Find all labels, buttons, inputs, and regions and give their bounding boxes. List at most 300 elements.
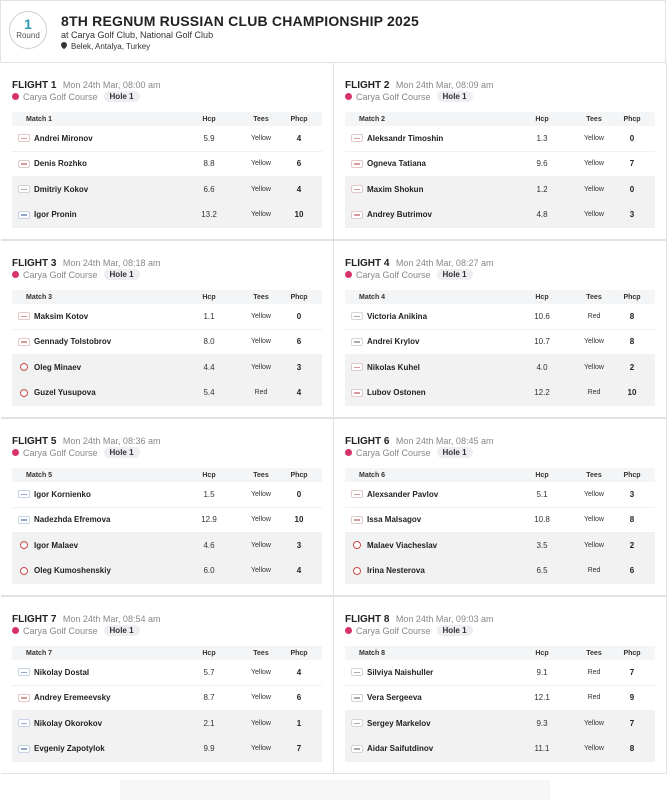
player-phcp: 4 [296, 133, 302, 143]
course-name[interactable]: Carya Golf Course [23, 269, 98, 280]
player-hcp: 10.6 [534, 311, 550, 321]
player-row[interactable] [345, 559, 655, 585]
column-hcp: Hcp [202, 471, 216, 479]
flight-title: FLIGHT 2 [345, 80, 390, 91]
player-tees: Yellow [584, 516, 604, 524]
player-name[interactable]: Issa Malsagov [367, 515, 422, 525]
club-logo-icon [351, 160, 363, 168]
player-hcp: 12.9 [201, 515, 217, 525]
player-row[interactable] [345, 660, 655, 686]
player-row[interactable] [12, 711, 322, 737]
flight-title: FLIGHT 8 [345, 614, 390, 625]
player-phcp: 7 [296, 744, 302, 754]
course-name[interactable]: Carya Golf Course [23, 447, 98, 458]
club-logo-icon [18, 719, 30, 727]
player-hcp: 13.2 [201, 210, 217, 220]
player-row[interactable] [345, 177, 655, 203]
player-tees: Yellow [251, 338, 271, 346]
player-hcp: 1.5 [203, 489, 215, 499]
club-logo-icon [351, 668, 363, 676]
player-name[interactable]: Maksim Kotov [34, 311, 89, 321]
player-hcp: 12.1 [534, 693, 550, 703]
course-row [12, 269, 140, 280]
hole-badge: Hole 1 [104, 91, 140, 102]
club-logo-icon [18, 338, 30, 346]
match-label: Match 4 [359, 293, 386, 301]
match-table [12, 468, 322, 584]
player-phcp: 0 [296, 311, 302, 321]
player-hcp: 4.4 [203, 362, 215, 372]
player-phcp: 3 [296, 362, 302, 372]
player-row[interactable] [12, 203, 322, 229]
player-row[interactable] [12, 686, 322, 712]
player-name[interactable]: Igor Malaev [34, 540, 79, 550]
match-table [345, 112, 655, 228]
player-tees: Yellow [251, 185, 271, 193]
player-name[interactable]: Andrei Krylov [367, 337, 420, 347]
player-tees: Yellow [584, 490, 604, 498]
player-phcp: 0 [629, 133, 635, 143]
player-phcp: 0 [629, 184, 635, 194]
player-row[interactable] [345, 686, 655, 712]
player-name[interactable]: Denis Rozhko [34, 159, 87, 169]
player-name[interactable]: Oleg Kumoshenskiy [34, 566, 111, 576]
player-hcp: 3.5 [536, 540, 548, 550]
player-hcp: 12.2 [534, 388, 550, 398]
flight-time: Mon 24th Mar, 09:03 am [395, 614, 494, 624]
club-logo-icon [351, 312, 363, 320]
player-row[interactable] [12, 559, 322, 585]
event-location [61, 42, 150, 51]
player-tees: Red [587, 389, 601, 397]
match-label: Match 7 [26, 649, 53, 657]
player-tees: Yellow [251, 516, 271, 524]
match-table [345, 290, 655, 406]
player-hcp: 1.2 [536, 184, 548, 194]
club-logo-icon [20, 389, 28, 397]
player-tees: Yellow [251, 668, 271, 676]
club-logo-icon [18, 312, 30, 320]
flight-card [334, 240, 667, 418]
player-name[interactable]: Irina Nesterova [367, 566, 425, 576]
player-row[interactable] [345, 711, 655, 737]
match-label: Match 2 [359, 115, 386, 123]
match-table [345, 468, 655, 584]
event-venue: at Carya Golf Club, National Golf Club [61, 30, 214, 40]
player-hcp: 9.9 [203, 744, 215, 754]
club-logo-icon [353, 567, 361, 575]
player-row[interactable] [12, 355, 322, 381]
player-row[interactable] [345, 330, 655, 356]
flight-time: Mon 24th Mar, 08:45 am [395, 436, 494, 446]
player-tees: Yellow [251, 211, 271, 219]
flight-title: FLIGHT 4 [345, 258, 390, 269]
event-location-text: Belek, Antalya, Turkey [71, 42, 151, 51]
player-phcp: 6 [296, 337, 302, 347]
player-hcp: 4.6 [203, 540, 215, 550]
course-dot-icon [345, 627, 352, 634]
column-hcp: Hcp [535, 649, 549, 657]
column-phcp: Phcp [290, 115, 308, 123]
player-phcp: 10 [627, 388, 637, 398]
column-hcp: Hcp [202, 115, 216, 123]
player-row[interactable] [345, 304, 655, 330]
player-name[interactable]: Vera Sergeeva [367, 693, 422, 703]
player-tees: Yellow [251, 745, 271, 753]
round-label: Round [16, 31, 40, 40]
club-logo-icon [351, 490, 363, 498]
course-name[interactable]: Carya Golf Course [23, 91, 98, 102]
club-logo-icon [351, 745, 363, 753]
course-name[interactable]: Carya Golf Course [356, 447, 431, 458]
club-logo-icon [351, 389, 363, 397]
player-hcp: 6.6 [203, 184, 215, 194]
player-name[interactable]: Gennady Tolstobrov [34, 337, 112, 347]
player-tees: Yellow [584, 211, 604, 219]
player-name[interactable]: Lubov Ostonen [367, 388, 426, 398]
player-name[interactable]: Ogneva Tatiana [367, 159, 426, 169]
player-phcp: 7 [629, 718, 635, 728]
course-dot-icon [12, 271, 19, 278]
player-row[interactable] [345, 152, 655, 178]
column-tees: Tees [253, 649, 269, 657]
player-phcp: 3 [629, 210, 635, 220]
player-row[interactable] [12, 660, 322, 686]
player-phcp: 4 [296, 667, 302, 677]
player-tees: Yellow [584, 745, 604, 753]
player-phcp: 1 [296, 718, 302, 728]
flight-title: FLIGHT 3 [12, 258, 57, 269]
player-name[interactable]: Andrey Butrimov [367, 210, 432, 220]
course-row [12, 91, 140, 102]
event-header [0, 0, 666, 62]
player-row[interactable] [345, 126, 655, 152]
player-tees: Yellow [584, 134, 604, 142]
column-tees: Tees [253, 471, 269, 479]
event-title: 8TH REGNUM RUSSIAN CLUB CHAMPIONSHIP 2025 [61, 13, 419, 29]
player-hcp: 10.8 [534, 515, 550, 525]
flight-time: Mon 24th Mar, 08:54 am [62, 614, 161, 624]
player-tees: Yellow [251, 134, 271, 142]
course-row [345, 269, 473, 280]
flight-card [1, 418, 334, 596]
player-row[interactable] [345, 533, 655, 559]
player-hcp: 1.3 [536, 133, 548, 143]
player-tees: Yellow [584, 541, 604, 549]
club-logo-icon [20, 363, 28, 371]
player-row[interactable] [345, 381, 655, 407]
club-logo-icon [351, 211, 363, 219]
course-name[interactable]: Carya Golf Course [356, 625, 431, 636]
player-hcp: 9.1 [536, 667, 548, 677]
column-phcp: Phcp [290, 471, 308, 479]
round-indicator[interactable] [9, 11, 47, 49]
club-logo-icon [18, 211, 30, 219]
player-name[interactable]: Igor Pronin [34, 210, 77, 220]
table-header [345, 112, 655, 126]
player-phcp: 2 [629, 362, 635, 372]
player-row[interactable] [12, 482, 322, 508]
club-logo-icon [18, 134, 30, 142]
player-row[interactable] [345, 508, 655, 534]
player-hcp: 8.8 [203, 159, 215, 169]
club-logo-icon [353, 541, 361, 549]
table-header [345, 646, 655, 660]
course-dot-icon [12, 627, 19, 634]
player-tees: Yellow [251, 567, 271, 575]
player-tees: Yellow [584, 160, 604, 168]
flight-card [334, 418, 667, 596]
player-row[interactable] [345, 482, 655, 508]
player-row[interactable] [12, 177, 322, 203]
player-row[interactable] [12, 533, 322, 559]
flight-title: FLIGHT 5 [12, 436, 57, 447]
table-header [12, 290, 322, 304]
match-table [12, 646, 322, 762]
player-row[interactable] [12, 126, 322, 152]
column-hcp: Hcp [202, 293, 216, 301]
table-header [345, 468, 655, 482]
player-phcp: 4 [296, 184, 302, 194]
course-row [345, 625, 473, 636]
player-phcp: 8 [629, 311, 635, 321]
flight-title: FLIGHT 1 [12, 80, 57, 91]
column-phcp: Phcp [623, 115, 641, 123]
player-tees: Yellow [251, 694, 271, 702]
player-name[interactable]: Sergey Markelov [367, 718, 431, 728]
player-hcp: 8.0 [203, 337, 215, 347]
player-name[interactable]: Victoria Anikina [367, 311, 428, 321]
player-row[interactable] [12, 304, 322, 330]
player-row[interactable] [12, 508, 322, 534]
player-tees: Yellow [251, 719, 271, 727]
player-hcp: 9.3 [536, 718, 548, 728]
column-tees: Tees [586, 649, 602, 657]
player-hcp: 8.7 [203, 693, 215, 703]
player-phcp: 10 [294, 210, 304, 220]
player-row[interactable] [12, 381, 322, 407]
flight-card [1, 240, 334, 418]
player-tees: Red [587, 567, 601, 575]
player-name[interactable]: Dmitriy Kokov [34, 184, 89, 194]
column-tees: Tees [253, 293, 269, 301]
table-header [12, 112, 322, 126]
hole-badge: Hole 1 [104, 447, 140, 458]
hole-badge: Hole 1 [437, 269, 473, 280]
player-tees: Red [254, 389, 268, 397]
match-label: Match 1 [26, 115, 53, 123]
player-hcp: 5.7 [203, 667, 215, 677]
player-tees: Yellow [251, 490, 271, 498]
match-label: Match 8 [359, 649, 386, 657]
club-logo-icon [351, 185, 363, 193]
club-logo-icon [18, 745, 30, 753]
player-name[interactable]: Evgeniy Zapotylok [34, 744, 105, 754]
flight-card [334, 596, 667, 774]
club-logo-icon [18, 185, 30, 193]
player-phcp: 2 [629, 540, 635, 550]
player-tees: Yellow [251, 160, 271, 168]
player-phcp: 7 [629, 159, 635, 169]
player-hcp: 9.6 [536, 159, 548, 169]
flight-card [334, 62, 667, 240]
flight-card [1, 62, 334, 240]
course-row [12, 625, 140, 636]
course-row [345, 91, 473, 102]
player-name[interactable]: Silviya Naishuller [367, 667, 434, 677]
player-hcp: 6.5 [536, 566, 548, 576]
player-tees: Yellow [251, 312, 271, 320]
player-row[interactable] [345, 355, 655, 381]
column-tees: Tees [253, 115, 269, 123]
player-hcp: 11.1 [534, 744, 550, 754]
player-name[interactable]: Nikolas Kuhel [367, 362, 420, 372]
club-logo-icon [351, 134, 363, 142]
course-row [12, 447, 140, 458]
player-tees: Yellow [251, 541, 271, 549]
player-phcp: 6 [296, 693, 302, 703]
player-name[interactable]: Oleg Minaev [34, 362, 82, 372]
player-name[interactable]: Maxim Shokun [367, 184, 424, 194]
player-name[interactable]: Alexsander Pavlov [367, 489, 439, 499]
player-name[interactable]: Andrei Mironov [34, 133, 93, 143]
flight-time: Mon 24th Mar, 08:00 am [62, 80, 161, 90]
player-row[interactable] [12, 737, 322, 763]
player-hcp: 4.8 [536, 210, 548, 220]
player-name[interactable]: Malaev Viacheslav [367, 540, 438, 550]
column-tees: Tees [586, 115, 602, 123]
footer-strip [120, 780, 550, 800]
player-phcp: 6 [296, 159, 302, 169]
player-phcp: 4 [296, 388, 302, 398]
column-hcp: Hcp [535, 293, 549, 301]
flight-time: Mon 24th Mar, 08:36 am [62, 436, 161, 446]
match-label: Match 6 [359, 471, 386, 479]
round-number: 1 [24, 16, 32, 32]
flight-card [1, 596, 334, 774]
club-logo-icon [351, 338, 363, 346]
course-dot-icon [345, 93, 352, 100]
player-hcp: 1.1 [203, 311, 215, 321]
player-phcp: 10 [294, 515, 304, 525]
map-pin-icon [61, 42, 67, 50]
club-logo-icon [20, 567, 28, 575]
player-tees: Yellow [584, 338, 604, 346]
hole-badge: Hole 1 [104, 625, 140, 636]
player-tees: Red [587, 312, 601, 320]
player-row[interactable] [345, 203, 655, 229]
match-table [345, 646, 655, 762]
course-name[interactable]: Carya Golf Course [356, 91, 431, 102]
hole-badge: Hole 1 [437, 447, 473, 458]
club-logo-icon [351, 516, 363, 524]
course-dot-icon [345, 271, 352, 278]
club-logo-icon [18, 694, 30, 702]
table-header [12, 468, 322, 482]
hole-badge: Hole 1 [437, 91, 473, 102]
course-dot-icon [12, 93, 19, 100]
player-name[interactable]: Guzel Yusupova [34, 388, 96, 398]
hole-badge: Hole 1 [437, 625, 473, 636]
hole-badge: Hole 1 [104, 269, 140, 280]
club-logo-icon [18, 490, 30, 498]
flight-time: Mon 24th Mar, 08:18 am [62, 258, 161, 268]
match-label: Match 3 [26, 293, 53, 301]
column-phcp: Phcp [623, 649, 641, 657]
club-logo-icon [18, 516, 30, 524]
player-phcp: 9 [629, 693, 635, 703]
match-table [12, 112, 322, 228]
player-phcp: 7 [629, 667, 635, 677]
player-name[interactable]: Nikolay Okorokov [34, 718, 103, 728]
match-table [12, 290, 322, 406]
player-tees: Red [587, 694, 601, 702]
course-dot-icon [345, 449, 352, 456]
player-phcp: 0 [296, 489, 302, 499]
column-phcp: Phcp [623, 293, 641, 301]
club-logo-icon [351, 363, 363, 371]
course-row [345, 447, 473, 458]
match-label: Match 5 [26, 471, 53, 479]
player-name[interactable]: Nadezhda Efremova [34, 515, 111, 525]
player-tees: Yellow [251, 363, 271, 371]
player-hcp: 2.1 [203, 718, 215, 728]
column-hcp: Hcp [535, 471, 549, 479]
column-tees: Tees [586, 293, 602, 301]
club-logo-icon [18, 668, 30, 676]
player-name[interactable]: Aleksandr Timoshin [367, 133, 444, 143]
flight-title: FLIGHT 6 [345, 436, 390, 447]
column-phcp: Phcp [623, 471, 641, 479]
player-tees: Yellow [584, 363, 604, 371]
player-tees: Yellow [584, 719, 604, 727]
player-phcp: 4 [296, 566, 302, 576]
flight-time: Mon 24th Mar, 08:27 am [395, 258, 494, 268]
player-name[interactable]: Andrey Eremeevsky [34, 693, 111, 703]
table-header [12, 646, 322, 660]
player-row[interactable] [12, 152, 322, 178]
player-row[interactable] [345, 737, 655, 763]
course-name[interactable]: Carya Golf Course [23, 625, 98, 636]
club-logo-icon [20, 541, 28, 549]
player-phcp: 3 [629, 489, 635, 499]
player-hcp: 10.7 [534, 337, 550, 347]
player-hcp: 5.4 [203, 388, 215, 398]
player-tees: Red [587, 668, 601, 676]
table-header [345, 290, 655, 304]
flight-title: FLIGHT 7 [12, 614, 57, 625]
player-phcp: 3 [296, 540, 302, 550]
column-tees: Tees [586, 471, 602, 479]
player-tees: Yellow [584, 185, 604, 193]
column-hcp: Hcp [202, 649, 216, 657]
player-name[interactable]: Nikolay Dostal [34, 667, 90, 677]
course-name[interactable]: Carya Golf Course [356, 269, 431, 280]
player-name[interactable]: Igor Kornienko [34, 489, 91, 499]
player-phcp: 8 [629, 337, 635, 347]
column-phcp: Phcp [290, 293, 308, 301]
player-hcp: 4.0 [536, 362, 548, 372]
club-logo-icon [351, 719, 363, 727]
player-phcp: 8 [629, 515, 635, 525]
player-phcp: 8 [629, 744, 635, 754]
course-dot-icon [12, 449, 19, 456]
player-row[interactable] [12, 330, 322, 356]
column-phcp: Phcp [290, 649, 308, 657]
player-name[interactable]: Aidar Saifutdinov [367, 744, 434, 754]
player-hcp: 6.0 [203, 566, 215, 576]
club-logo-icon [18, 160, 30, 168]
